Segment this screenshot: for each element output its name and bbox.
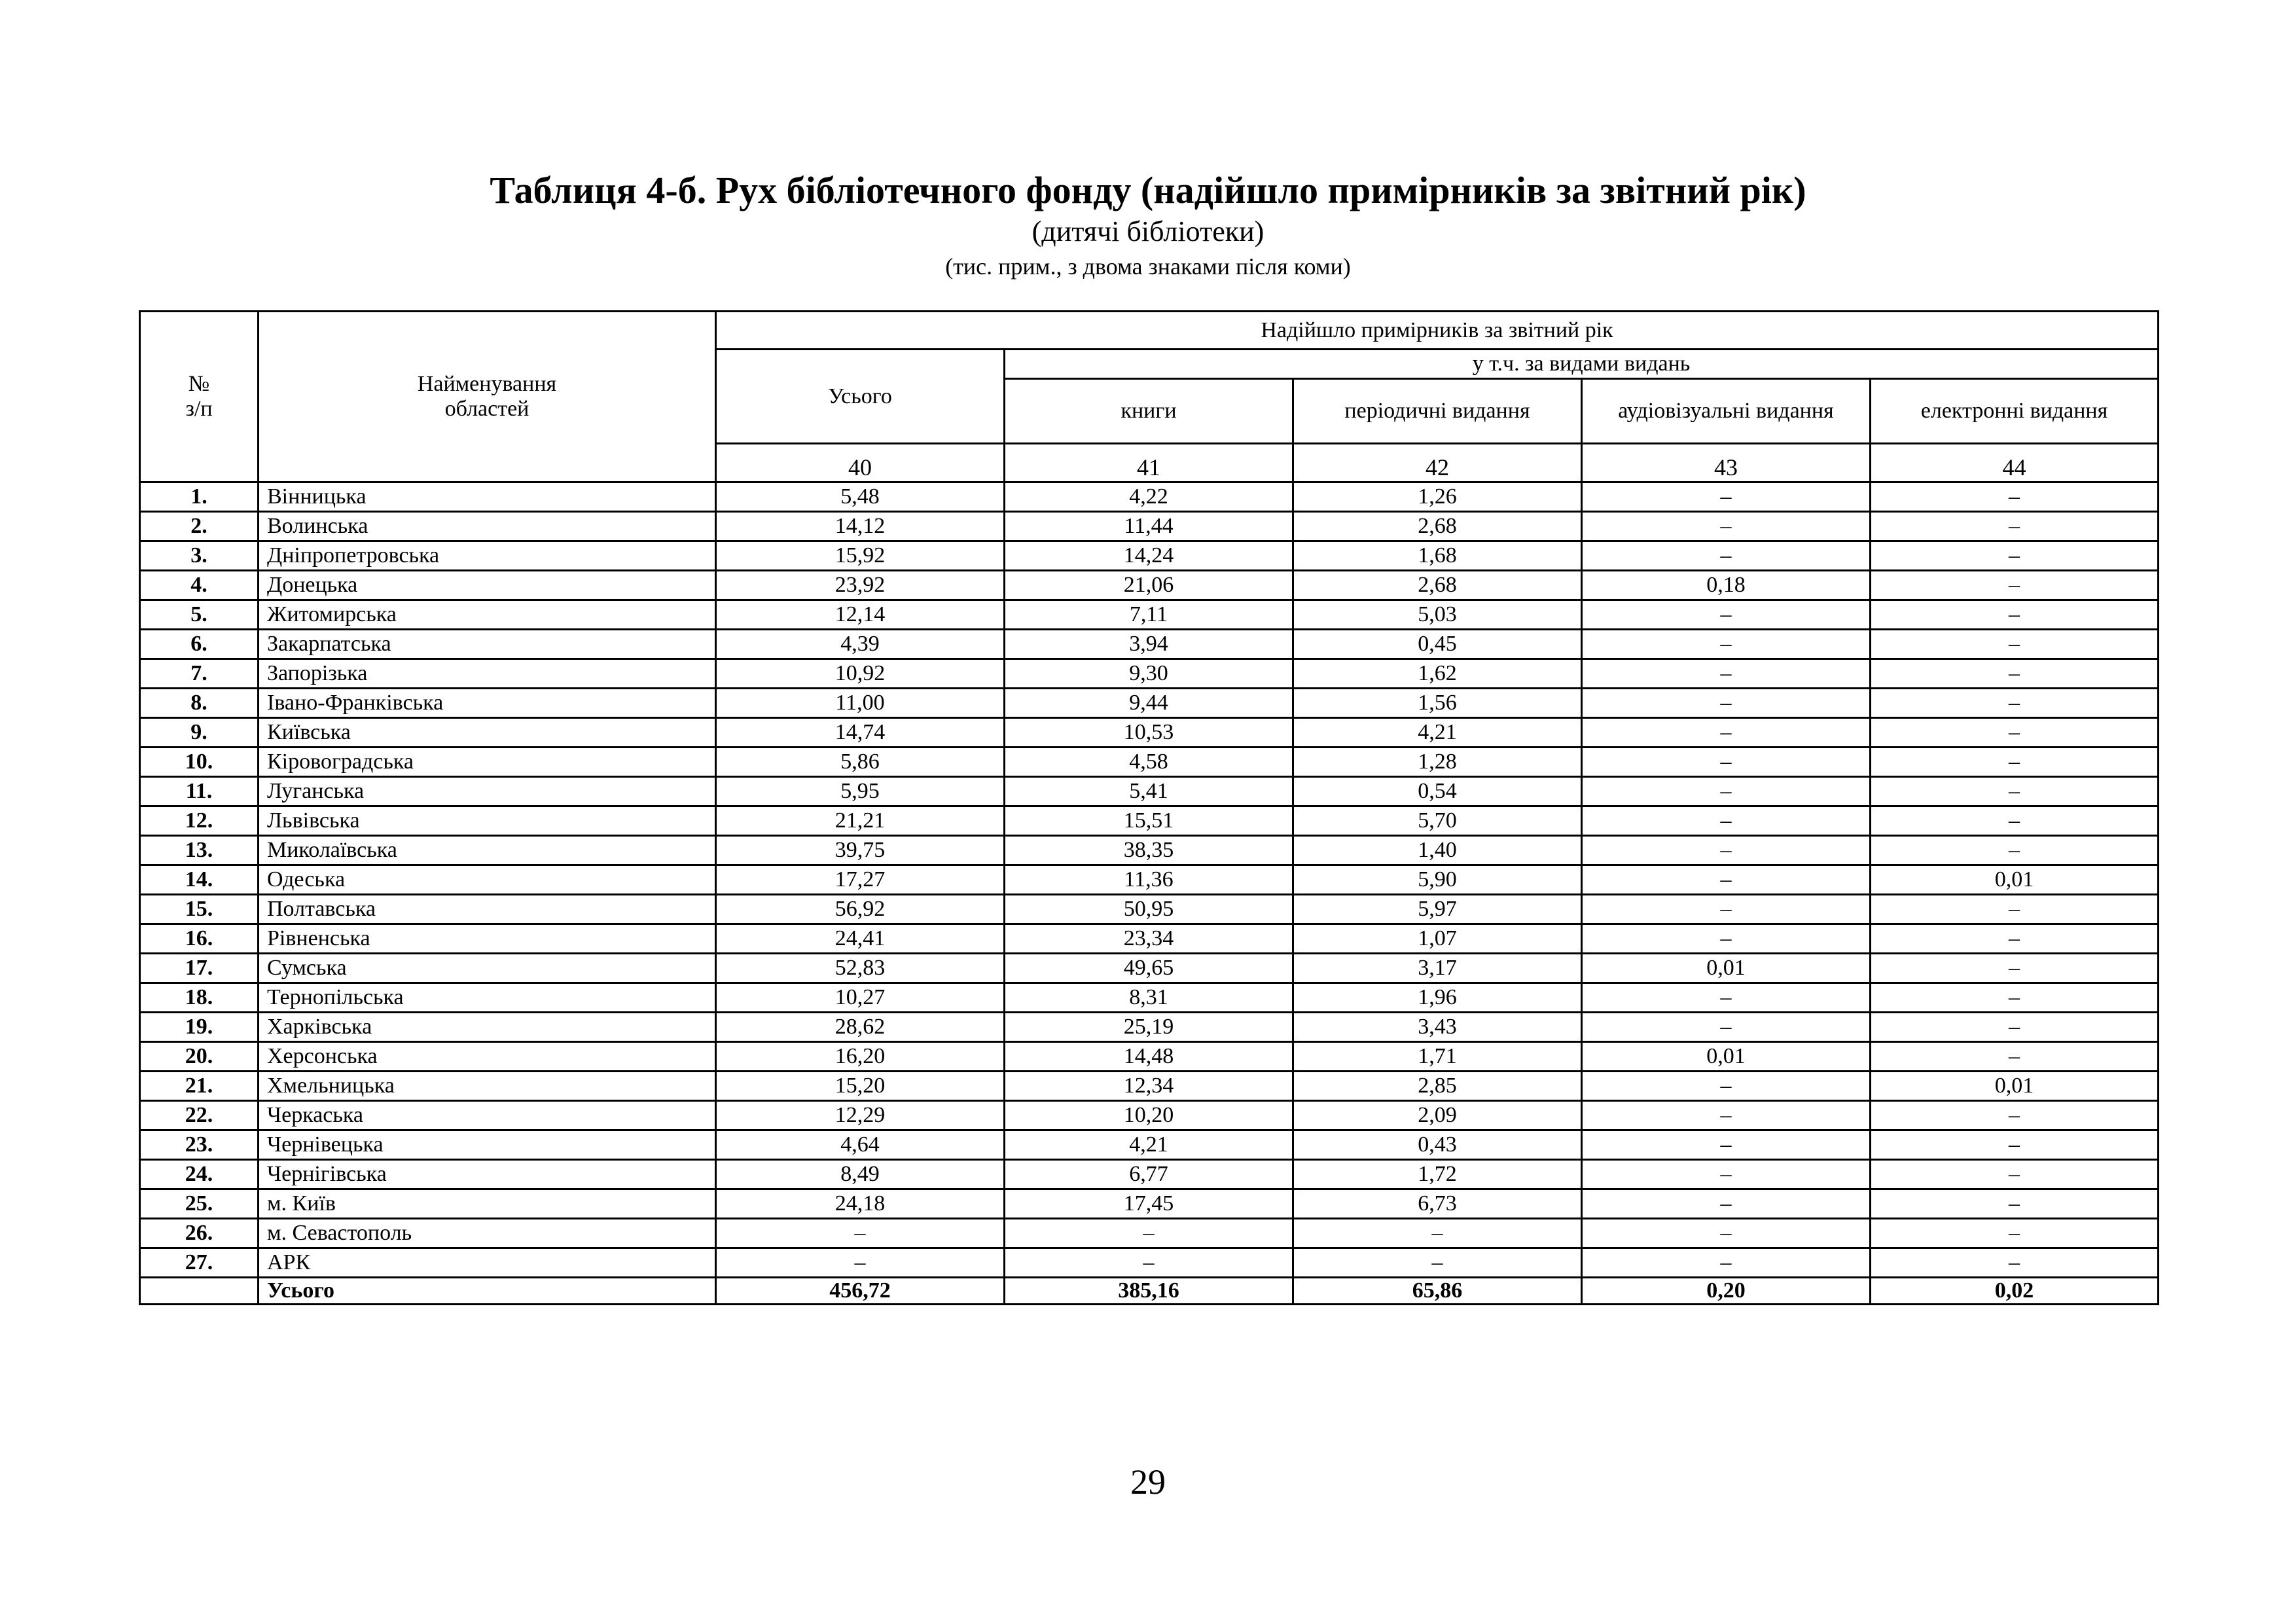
value-books: 14,48: [1005, 1042, 1293, 1072]
row-num: 25.: [140, 1189, 259, 1219]
region-name: Херсонська: [259, 1042, 716, 1072]
page-number: 29: [1130, 1462, 1166, 1502]
region-name: Івано-Франківська: [259, 689, 716, 718]
value-periodicals: 2,85: [1293, 1072, 1582, 1101]
table-row: [140, 748, 2159, 777]
header-electronic: електронні видання: [1871, 379, 2159, 444]
totals-label: Усього: [259, 1278, 716, 1305]
value-books: 12,34: [1005, 1072, 1293, 1101]
value-audiovisual: –: [1582, 1101, 1871, 1130]
value-audiovisual: –: [1582, 659, 1871, 689]
value-electronic: –: [1871, 1160, 2159, 1189]
value-periodicals: 0,54: [1293, 777, 1582, 806]
value-total: 52,83: [716, 954, 1005, 983]
value-electronic: –: [1871, 748, 2159, 777]
value-electronic: –: [1871, 541, 2159, 571]
value-books: 10,53: [1005, 718, 1293, 748]
value-total: 12,29: [716, 1101, 1005, 1130]
value-periodicals: 5,70: [1293, 806, 1582, 836]
region-name: Одеська: [259, 865, 716, 895]
value-electronic: –: [1871, 836, 2159, 865]
value-periodicals: 5,03: [1293, 600, 1582, 630]
table-row: [140, 865, 2159, 895]
value-electronic: –: [1871, 1189, 2159, 1219]
value-total: 16,20: [716, 1042, 1005, 1072]
value-total: 23,92: [716, 571, 1005, 600]
row-num: 18.: [140, 983, 259, 1013]
value-books: 21,06: [1005, 571, 1293, 600]
value-audiovisual: –: [1582, 895, 1871, 924]
table-row: [140, 1189, 2159, 1219]
row-num: 15.: [140, 895, 259, 924]
value-electronic: 0,01: [1871, 865, 2159, 895]
value-electronic: –: [1871, 1013, 2159, 1042]
value-electronic: –: [1871, 1219, 2159, 1248]
value-books: 3,94: [1005, 630, 1293, 659]
region-name: Миколаївська: [259, 836, 716, 865]
region-name: Тернопільська: [259, 983, 716, 1013]
value-electronic: –: [1871, 659, 2159, 689]
table-row: [140, 718, 2159, 748]
value-total: 4,64: [716, 1130, 1005, 1160]
region-name: Сумська: [259, 954, 716, 983]
table-row: [140, 983, 2159, 1013]
value-total: 14,12: [716, 512, 1005, 541]
table-row: [140, 954, 2159, 983]
header-num: [140, 312, 259, 482]
value-periodicals: –: [1293, 1248, 1582, 1278]
region-name: Запорізька: [259, 659, 716, 689]
value-electronic: –: [1871, 983, 2159, 1013]
region-name: Житомирська: [259, 600, 716, 630]
value-audiovisual: –: [1582, 1160, 1871, 1189]
row-num: 19.: [140, 1013, 259, 1042]
value-books: 5,41: [1005, 777, 1293, 806]
region-name: Вінницька: [259, 482, 716, 512]
value-audiovisual: 0,18: [1582, 571, 1871, 600]
table-row: [140, 1130, 2159, 1160]
value-books: 17,45: [1005, 1189, 1293, 1219]
header-name: [259, 312, 716, 482]
region-name: Хмельницька: [259, 1072, 716, 1101]
value-audiovisual: –: [1582, 777, 1871, 806]
region-name: Чернігівська: [259, 1160, 716, 1189]
region-name: Дніпропетровська: [259, 541, 716, 571]
value-audiovisual: –: [1582, 1013, 1871, 1042]
value-periodicals: –: [1293, 1219, 1582, 1248]
table-row: [140, 806, 2159, 836]
value-audiovisual: 0,01: [1582, 954, 1871, 983]
value-periodicals: 2,68: [1293, 571, 1582, 600]
table-row: [140, 777, 2159, 806]
col-number-40: 40: [716, 444, 1005, 482]
value-electronic: –: [1871, 600, 2159, 630]
value-periodicals: 5,97: [1293, 895, 1582, 924]
table-body: [140, 482, 2159, 1278]
value-periodicals: 0,45: [1293, 630, 1582, 659]
page-subtitle: (дитячі бібліотеки): [1031, 215, 1265, 247]
value-audiovisual: 0,01: [1582, 1042, 1871, 1072]
region-name: Кіровоградська: [259, 748, 716, 777]
header-num-line1: №: [188, 372, 210, 396]
value-total: 4,39: [716, 630, 1005, 659]
value-periodicals: 2,68: [1293, 512, 1582, 541]
value-electronic: –: [1871, 1101, 2159, 1130]
value-total: 24,41: [716, 924, 1005, 954]
region-name: Львівська: [259, 806, 716, 836]
table-row: [140, 1101, 2159, 1130]
value-electronic: –: [1871, 806, 2159, 836]
value-books: –: [1005, 1248, 1293, 1278]
value-books: 49,65: [1005, 954, 1293, 983]
header-total: Усього: [716, 350, 1005, 444]
row-num: 24.: [140, 1160, 259, 1189]
value-audiovisual: –: [1582, 541, 1871, 571]
value-electronic: –: [1871, 1042, 2159, 1072]
value-periodicals: 1,96: [1293, 983, 1582, 1013]
row-num: 4.: [140, 571, 259, 600]
header-received: Надійшло примірників за звітний рік: [716, 312, 2159, 350]
value-audiovisual: –: [1582, 512, 1871, 541]
row-num: 5.: [140, 600, 259, 630]
value-books: 38,35: [1005, 836, 1293, 865]
value-books: –: [1005, 1219, 1293, 1248]
row-num: 9.: [140, 718, 259, 748]
row-num: 14.: [140, 865, 259, 895]
unit-note: (тис. прим., з двома знаками після коми): [945, 253, 1351, 280]
value-periodicals: 3,17: [1293, 954, 1582, 983]
value-electronic: –: [1871, 1130, 2159, 1160]
row-num: 3.: [140, 541, 259, 571]
row-num: 22.: [140, 1101, 259, 1130]
header-audiovisual: аудіовізуальні видання: [1582, 379, 1871, 444]
value-electronic: –: [1871, 895, 2159, 924]
value-periodicals: 4,21: [1293, 718, 1582, 748]
value-electronic: 0,01: [1871, 1072, 2159, 1101]
header-books: книги: [1005, 379, 1293, 444]
value-audiovisual: –: [1582, 1189, 1871, 1219]
value-electronic: –: [1871, 482, 2159, 512]
header-num-line2: з/п: [185, 397, 213, 421]
value-electronic: –: [1871, 954, 2159, 983]
table-row: [140, 659, 2159, 689]
row-num: 26.: [140, 1219, 259, 1248]
value-audiovisual: –: [1582, 1248, 1871, 1278]
value-audiovisual: –: [1582, 1130, 1871, 1160]
header-incl: у т.ч. за видами видань: [1005, 350, 2159, 379]
value-periodicals: 1,68: [1293, 541, 1582, 571]
value-total: 10,92: [716, 659, 1005, 689]
table-row: [140, 1219, 2159, 1248]
value-audiovisual: –: [1582, 689, 1871, 718]
value-books: 7,11: [1005, 600, 1293, 630]
row-num: 17.: [140, 954, 259, 983]
region-name: Волинська: [259, 512, 716, 541]
region-name: АРК: [259, 1248, 716, 1278]
value-audiovisual: –: [1582, 865, 1871, 895]
totals-electronic: 0,02: [1871, 1278, 2159, 1305]
table-footer: [140, 1278, 2159, 1305]
data-table: [139, 310, 2159, 1305]
header-name-line2: областей: [444, 397, 529, 421]
value-books: 4,21: [1005, 1130, 1293, 1160]
totals-num: [140, 1278, 259, 1305]
value-books: 23,34: [1005, 924, 1293, 954]
region-name: Донецька: [259, 571, 716, 600]
table-row: [140, 541, 2159, 571]
table-row: [140, 1013, 2159, 1042]
table-row: [140, 482, 2159, 512]
value-electronic: –: [1871, 571, 2159, 600]
region-name: м. Київ: [259, 1189, 716, 1219]
value-books: 11,36: [1005, 865, 1293, 895]
region-name: Харківська: [259, 1013, 716, 1042]
value-total: 15,92: [716, 541, 1005, 571]
value-periodicals: 0,43: [1293, 1130, 1582, 1160]
value-total: –: [716, 1248, 1005, 1278]
value-electronic: –: [1871, 689, 2159, 718]
value-audiovisual: –: [1582, 836, 1871, 865]
value-total: 5,48: [716, 482, 1005, 512]
value-periodicals: 5,90: [1293, 865, 1582, 895]
value-periodicals: 3,43: [1293, 1013, 1582, 1042]
value-audiovisual: –: [1582, 924, 1871, 954]
table-row: [140, 924, 2159, 954]
value-audiovisual: –: [1582, 630, 1871, 659]
table-row: [140, 512, 2159, 541]
row-num: 27.: [140, 1248, 259, 1278]
row-num: 23.: [140, 1130, 259, 1160]
row-num: 1.: [140, 482, 259, 512]
table-row: [140, 689, 2159, 718]
value-total: 24,18: [716, 1189, 1005, 1219]
value-electronic: –: [1871, 924, 2159, 954]
region-name: Закарпатська: [259, 630, 716, 659]
totals-periodicals: 65,86: [1293, 1278, 1582, 1305]
value-audiovisual: –: [1582, 1219, 1871, 1248]
value-periodicals: 1,26: [1293, 482, 1582, 512]
value-total: 5,86: [716, 748, 1005, 777]
totals-total: 456,72: [716, 1278, 1005, 1305]
col-number-43: 43: [1582, 444, 1871, 482]
row-num: 16.: [140, 924, 259, 954]
value-books: 4,58: [1005, 748, 1293, 777]
row-num: 6.: [140, 630, 259, 659]
value-total: 11,00: [716, 689, 1005, 718]
value-periodicals: 1,72: [1293, 1160, 1582, 1189]
value-books: 10,20: [1005, 1101, 1293, 1130]
region-name: м. Севастополь: [259, 1219, 716, 1248]
value-total: 10,27: [716, 983, 1005, 1013]
value-audiovisual: –: [1582, 983, 1871, 1013]
value-periodicals: 1,62: [1293, 659, 1582, 689]
row-num: 21.: [140, 1072, 259, 1101]
row-num: 7.: [140, 659, 259, 689]
value-total: –: [716, 1219, 1005, 1248]
region-name: Луганська: [259, 777, 716, 806]
value-total: 5,95: [716, 777, 1005, 806]
col-number-42: 42: [1293, 444, 1582, 482]
value-total: 15,20: [716, 1072, 1005, 1101]
table-row: [140, 630, 2159, 659]
value-audiovisual: –: [1582, 718, 1871, 748]
value-audiovisual: –: [1582, 600, 1871, 630]
value-audiovisual: –: [1582, 482, 1871, 512]
value-books: 15,51: [1005, 806, 1293, 836]
value-electronic: –: [1871, 777, 2159, 806]
table-row: [140, 895, 2159, 924]
value-electronic: –: [1871, 718, 2159, 748]
table-row: [140, 836, 2159, 865]
totals-row: [140, 1278, 2159, 1305]
value-total: 8,49: [716, 1160, 1005, 1189]
row-num: 10.: [140, 748, 259, 777]
table-row: [140, 1042, 2159, 1072]
table-header: [140, 312, 2159, 482]
value-electronic: –: [1871, 512, 2159, 541]
value-periodicals: 1,71: [1293, 1042, 1582, 1072]
value-periodicals: 1,28: [1293, 748, 1582, 777]
totals-audiovisual: 0,20: [1582, 1278, 1871, 1305]
region-name: Черкаська: [259, 1101, 716, 1130]
value-audiovisual: –: [1582, 1072, 1871, 1101]
row-num: 8.: [140, 689, 259, 718]
table-row: [140, 1160, 2159, 1189]
header-periodicals: періодичні видання: [1293, 379, 1582, 444]
region-name: Київська: [259, 718, 716, 748]
table-row: [140, 1248, 2159, 1278]
value-books: 6,77: [1005, 1160, 1293, 1189]
value-total: 12,14: [716, 600, 1005, 630]
value-books: 8,31: [1005, 983, 1293, 1013]
value-books: 14,24: [1005, 541, 1293, 571]
row-num: 13.: [140, 836, 259, 865]
col-number-41: 41: [1005, 444, 1293, 482]
value-books: 4,22: [1005, 482, 1293, 512]
value-total: 39,75: [716, 836, 1005, 865]
value-audiovisual: –: [1582, 748, 1871, 777]
value-total: 21,21: [716, 806, 1005, 836]
value-periodicals: 1,56: [1293, 689, 1582, 718]
value-electronic: –: [1871, 1248, 2159, 1278]
header-name-line1: Найменування: [417, 372, 557, 396]
page-title: Таблиця 4-б. Рух бібліотечного фонду (надійшло примірників за звітний рік): [490, 169, 1806, 211]
row-num: 12.: [140, 806, 259, 836]
region-name: Рівненська: [259, 924, 716, 954]
value-periodicals: 1,07: [1293, 924, 1582, 954]
row-num: 11.: [140, 777, 259, 806]
value-total: 28,62: [716, 1013, 1005, 1042]
value-audiovisual: –: [1582, 806, 1871, 836]
table-row: [140, 600, 2159, 630]
value-books: 11,44: [1005, 512, 1293, 541]
value-periodicals: 1,40: [1293, 836, 1582, 865]
value-periodicals: 6,73: [1293, 1189, 1582, 1219]
value-electronic: –: [1871, 630, 2159, 659]
table-row: [140, 1072, 2159, 1101]
col-number-44: 44: [1871, 444, 2159, 482]
value-books: 9,30: [1005, 659, 1293, 689]
value-periodicals: 2,09: [1293, 1101, 1582, 1130]
value-total: 17,27: [716, 865, 1005, 895]
value-books: 25,19: [1005, 1013, 1293, 1042]
totals-books: 385,16: [1005, 1278, 1293, 1305]
row-num: 2.: [140, 512, 259, 541]
value-total: 56,92: [716, 895, 1005, 924]
region-name: Полтавська: [259, 895, 716, 924]
value-total: 14,74: [716, 718, 1005, 748]
row-num: 20.: [140, 1042, 259, 1072]
value-books: 9,44: [1005, 689, 1293, 718]
region-name: Чернівецька: [259, 1130, 716, 1160]
value-books: 50,95: [1005, 895, 1293, 924]
table-row: [140, 571, 2159, 600]
